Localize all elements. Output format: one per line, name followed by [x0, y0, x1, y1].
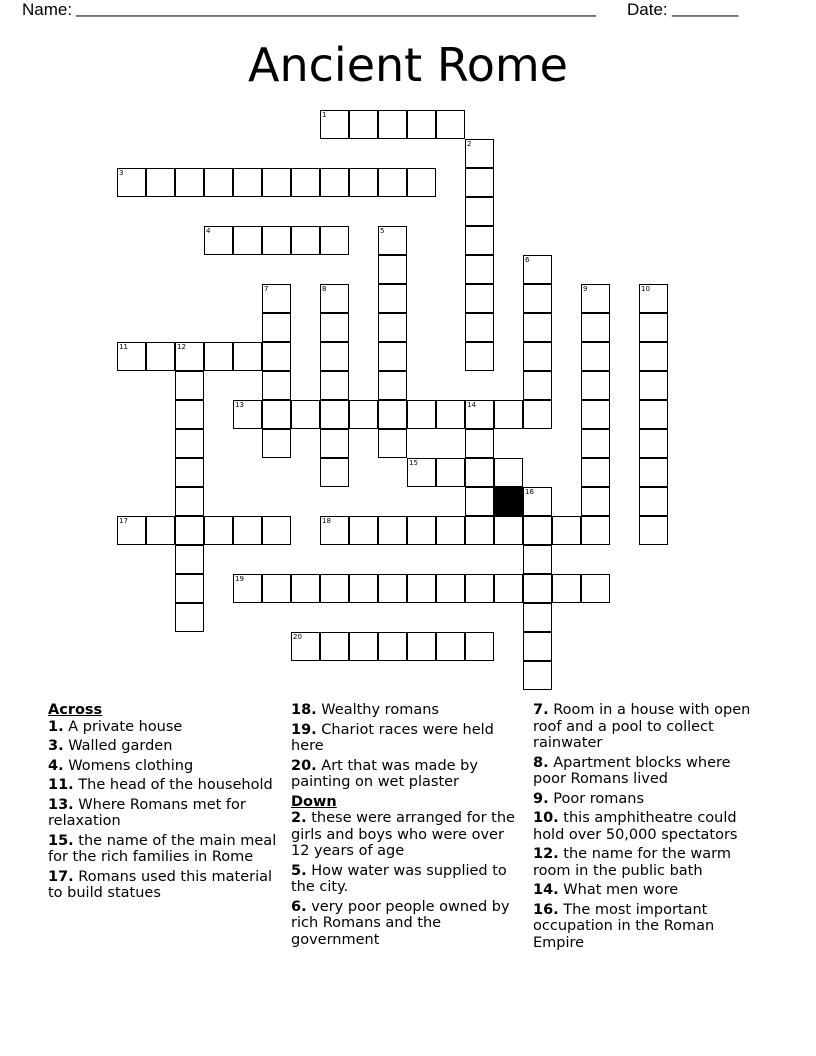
grid-cell[interactable]	[175, 429, 204, 458]
grid-cell[interactable]	[494, 400, 523, 429]
grid-cell[interactable]	[175, 371, 204, 400]
clue-down	[291, 810, 523, 860]
page-title: Ancient Rome	[248, 38, 568, 92]
grid-cell[interactable]	[465, 574, 494, 603]
grid-cell[interactable]	[320, 110, 349, 139]
clue-number: 13.	[48, 796, 74, 813]
grid-cell[interactable]	[175, 342, 204, 371]
grid-cell[interactable]	[436, 574, 465, 603]
clue-text: Room in a house with open roof and a pool to collect rainwater	[533, 702, 751, 751]
grid-cell[interactable]	[523, 255, 552, 284]
grid-cell[interactable]	[465, 226, 494, 255]
name-label: Name:	[22, 0, 73, 19]
grid-cell[interactable]	[320, 458, 349, 487]
cell-number: 12	[177, 343, 186, 351]
clue-number: 15.	[48, 832, 74, 849]
grid-cell[interactable]	[320, 313, 349, 342]
grid-cell[interactable]	[407, 168, 436, 197]
grid-cell[interactable]	[175, 458, 204, 487]
clue-number: 7.	[533, 702, 549, 718]
cell-number: 7	[264, 285, 269, 293]
grid-cell[interactable]	[639, 342, 668, 371]
cell-number: 16	[525, 488, 534, 496]
grid-cell[interactable]	[146, 516, 175, 545]
grid-cell[interactable]	[465, 458, 494, 487]
grid-cell[interactable]	[349, 400, 378, 429]
grid-cell[interactable]	[320, 574, 349, 603]
cell-number: 10	[641, 285, 650, 293]
grid-cell[interactable]	[436, 458, 465, 487]
clue-across	[48, 833, 280, 866]
grid-cell[interactable]	[378, 400, 407, 429]
clue-number: 10.	[533, 810, 559, 826]
grid-cell[interactable]	[349, 168, 378, 197]
clue-number: 11.	[48, 777, 74, 793]
grid-cell[interactable]	[378, 313, 407, 342]
grid-cell[interactable]	[639, 313, 668, 342]
clues-column-2	[291, 702, 523, 951]
grid-cell[interactable]	[146, 342, 175, 371]
grid-cell[interactable]	[175, 516, 204, 545]
clue-text: What men wore	[563, 882, 679, 898]
cell-number: 18	[322, 517, 331, 525]
clue-text: A private house	[68, 718, 183, 735]
grid-cell[interactable]	[552, 574, 581, 603]
clue-number: 4.	[48, 757, 64, 774]
cell-number: 2	[467, 140, 472, 148]
grid-cell[interactable]	[175, 400, 204, 429]
grid-cell[interactable]	[204, 516, 233, 545]
grid-cell[interactable]	[523, 574, 552, 603]
grid-cell[interactable]	[639, 371, 668, 400]
grid-cell[interactable]	[349, 574, 378, 603]
grid-cell[interactable]	[378, 632, 407, 661]
grid-cell[interactable]	[581, 487, 610, 516]
grid-cell[interactable]	[233, 168, 262, 197]
grid-cell[interactable]	[581, 342, 610, 371]
clue-across	[48, 797, 280, 830]
clue-text: the name of the main meal for the rich families in Rome	[48, 832, 277, 865]
grid-cell[interactable]	[291, 226, 320, 255]
grid-cell[interactable]	[320, 168, 349, 197]
grid-cell[interactable]	[320, 429, 349, 458]
clue-number: 20.	[291, 757, 317, 774]
clue-text: Where Romans met for relaxation	[48, 796, 246, 829]
grid-cell[interactable]	[262, 371, 291, 400]
clue-across	[48, 869, 280, 902]
grid-cell[interactable]	[494, 516, 523, 545]
grid-cell[interactable]	[233, 342, 262, 371]
clue-down	[291, 899, 523, 949]
clue-number: 8.	[533, 754, 549, 771]
grid-cell[interactable]	[291, 574, 320, 603]
grid-cell[interactable]	[465, 342, 494, 371]
grid-cell[interactable]	[349, 632, 378, 661]
grid-cell[interactable]	[378, 429, 407, 458]
grid-cell[interactable]	[291, 632, 320, 661]
grid-cell[interactable]	[465, 429, 494, 458]
cell-number: 19	[235, 575, 244, 583]
clue-text: Chariot races were held here	[291, 721, 494, 754]
clue-text: Walled garden	[68, 738, 173, 754]
clue-down	[533, 791, 765, 808]
grid-cell[interactable]	[320, 371, 349, 400]
grid-cell[interactable]	[378, 110, 407, 139]
cell-number: 9	[583, 285, 588, 293]
clue-down	[533, 846, 765, 879]
grid-cell[interactable]	[378, 168, 407, 197]
clue-text: this amphitheatre could hold over 50,000 spectators	[533, 810, 738, 843]
grid-cell[interactable]	[175, 603, 204, 632]
clue-number: 2.	[291, 810, 307, 826]
grid-cell[interactable]	[291, 400, 320, 429]
grid-cell[interactable]	[494, 574, 523, 603]
grid-cell[interactable]	[146, 168, 175, 197]
grid-cell[interactable]	[378, 284, 407, 313]
grid-cell[interactable]	[581, 371, 610, 400]
grid-cell[interactable]	[436, 632, 465, 661]
grid-cell[interactable]	[291, 168, 320, 197]
clue-number: 19.	[291, 721, 317, 738]
grid-cell[interactable]	[523, 545, 552, 574]
cell-number: 8	[322, 285, 327, 293]
grid-cell[interactable]	[407, 574, 436, 603]
grid-cell[interactable]	[407, 632, 436, 661]
cell-number: 3	[119, 169, 124, 177]
clue-text: The head of the household	[78, 777, 273, 793]
clues-column-3	[533, 702, 765, 954]
clue-down	[533, 902, 765, 952]
clue-across	[48, 777, 280, 794]
grid-cell[interactable]	[233, 516, 262, 545]
grid-cell[interactable]	[233, 400, 262, 429]
grid-cell[interactable]	[175, 545, 204, 574]
grid-cell[interactable]	[175, 574, 204, 603]
grid-cell[interactable]	[465, 313, 494, 342]
grid-cell[interactable]	[494, 458, 523, 487]
date-label: Date:	[627, 0, 668, 19]
grid-cell[interactable]	[204, 226, 233, 255]
grid-cell[interactable]	[436, 400, 465, 429]
grid-cell[interactable]	[436, 110, 465, 139]
grid-cell[interactable]	[233, 574, 262, 603]
grid-cell[interactable]	[639, 429, 668, 458]
grid-cell[interactable]	[581, 516, 610, 545]
grid-cell[interactable]	[523, 603, 552, 632]
grid-cell[interactable]	[320, 632, 349, 661]
grid-cell[interactable]	[581, 458, 610, 487]
grid-cell[interactable]	[465, 400, 494, 429]
grid-cell[interactable]	[262, 313, 291, 342]
grid-cell[interactable]	[320, 284, 349, 313]
clue-down	[533, 702, 765, 752]
grid-cell[interactable]	[581, 429, 610, 458]
date-field[interactable]: _______	[672, 0, 739, 17]
clues-column-1	[48, 702, 280, 905]
grid-cell[interactable]	[465, 168, 494, 197]
clue-number: 16.	[533, 901, 559, 918]
grid-cell[interactable]	[378, 342, 407, 371]
grid-cell[interactable]	[262, 226, 291, 255]
across-heading: Across	[48, 702, 103, 718]
clue-across	[291, 702, 523, 719]
grid-cell[interactable]	[465, 516, 494, 545]
grid-cell[interactable]	[639, 284, 668, 313]
clue-number: 1.	[48, 718, 64, 735]
clue-number: 18.	[291, 702, 317, 718]
grid-cell[interactable]	[581, 284, 610, 313]
grid-cell[interactable]	[639, 516, 668, 545]
grid-cell[interactable]	[349, 110, 378, 139]
clue-number: 6.	[291, 898, 307, 915]
grid-cell[interactable]	[407, 458, 436, 487]
grid-cell[interactable]	[175, 168, 204, 197]
grid-cell[interactable]	[523, 342, 552, 371]
clue-number: 14.	[533, 882, 559, 898]
grid-cell[interactable]	[175, 487, 204, 516]
grid-cell[interactable]	[407, 110, 436, 139]
grid-cell[interactable]	[262, 429, 291, 458]
cell-number: 5	[380, 227, 385, 235]
grid-cell[interactable]	[262, 400, 291, 429]
black-cell	[494, 487, 523, 516]
clue-text: Apartment blocks where poor Romans lived	[533, 754, 731, 787]
clue-across	[291, 758, 523, 791]
grid-cell[interactable]	[262, 574, 291, 603]
clue-number: 17.	[48, 868, 74, 885]
grid-cell[interactable]	[233, 226, 262, 255]
clue-down	[533, 882, 765, 899]
grid-cell[interactable]	[262, 516, 291, 545]
clue-text: Art that was made by painting on wet plaster	[291, 757, 478, 790]
clue-down	[533, 810, 765, 843]
grid-cell[interactable]	[204, 342, 233, 371]
grid-cell[interactable]	[523, 632, 552, 661]
grid-cell[interactable]	[523, 516, 552, 545]
clue-text: the name for the warm room in the public bath	[533, 846, 731, 879]
grid-cell[interactable]	[262, 168, 291, 197]
clue-text: Womens clothing	[68, 757, 194, 774]
clue-number: 3.	[48, 738, 64, 754]
clue-number: 12.	[533, 846, 559, 862]
cell-number: 4	[206, 227, 211, 235]
clue-text: Poor romans	[553, 790, 645, 807]
clue-text: How water was supplied to the city.	[291, 862, 507, 895]
grid-cell[interactable]	[465, 197, 494, 226]
clue-text: Romans used this material to build statues	[48, 868, 273, 901]
grid-cell[interactable]	[117, 342, 146, 371]
grid-cell[interactable]	[407, 516, 436, 545]
grid-cell[interactable]	[465, 487, 494, 516]
grid-cell[interactable]	[523, 400, 552, 429]
cell-number: 13	[235, 401, 244, 409]
grid-cell[interactable]	[639, 400, 668, 429]
grid-cell[interactable]	[436, 516, 465, 545]
grid-cell[interactable]	[378, 371, 407, 400]
clue-number: 9.	[533, 790, 549, 807]
down-heading: Down	[291, 793, 337, 810]
grid-cell[interactable]	[378, 226, 407, 255]
grid-cell[interactable]	[465, 139, 494, 168]
grid-cell[interactable]	[581, 574, 610, 603]
cell-number: 1	[322, 111, 327, 119]
cell-number: 11	[119, 343, 128, 351]
grid-cell[interactable]	[465, 284, 494, 313]
grid-cell[interactable]	[320, 516, 349, 545]
clue-across	[48, 738, 280, 755]
clue-down	[533, 755, 765, 788]
grid-cell[interactable]	[320, 342, 349, 371]
grid-cell[interactable]	[581, 313, 610, 342]
clue-text: Wealthy romans	[321, 702, 439, 718]
grid-cell[interactable]	[378, 574, 407, 603]
cell-number: 17	[119, 517, 128, 525]
grid-cell[interactable]	[320, 226, 349, 255]
cell-number: 20	[293, 633, 302, 641]
clue-across	[291, 722, 523, 755]
clue-text: The most important occupation in the Roman Empire	[533, 901, 715, 951]
clue-number: 5.	[291, 862, 307, 879]
grid-cell[interactable]	[465, 255, 494, 284]
grid-cell[interactable]	[204, 168, 233, 197]
grid-cell[interactable]	[523, 284, 552, 313]
grid-cell[interactable]	[523, 313, 552, 342]
grid-cell[interactable]	[523, 487, 552, 516]
grid-cell[interactable]	[262, 342, 291, 371]
clue-text: very poor people owned by rich Romans and the government	[291, 898, 510, 948]
grid-cell[interactable]	[465, 632, 494, 661]
cell-number: 6	[525, 256, 530, 264]
grid-cell[interactable]	[523, 371, 552, 400]
grid-cell[interactable]	[552, 516, 581, 545]
grid-cell[interactable]	[523, 661, 552, 690]
grid-cell[interactable]	[407, 400, 436, 429]
grid-cell[interactable]	[378, 516, 407, 545]
grid-cell[interactable]	[320, 400, 349, 429]
grid-cell[interactable]	[262, 284, 291, 313]
clue-across	[48, 758, 280, 775]
grid-cell[interactable]	[349, 516, 378, 545]
grid-cell[interactable]	[117, 168, 146, 197]
grid-cell[interactable]	[581, 400, 610, 429]
name-field[interactable]: _______________________________________________________	[76, 0, 597, 17]
clue-across	[48, 719, 280, 736]
grid-cell[interactable]	[117, 516, 146, 545]
grid-cell[interactable]	[378, 255, 407, 284]
cell-number: 14	[467, 401, 476, 409]
grid-cell[interactable]	[639, 458, 668, 487]
clue-text: these were arranged for the girls and boys who were over 12 years of age	[291, 810, 515, 859]
cell-number: 15	[409, 459, 418, 467]
clue-down	[291, 863, 523, 896]
grid-cell[interactable]	[639, 487, 668, 516]
